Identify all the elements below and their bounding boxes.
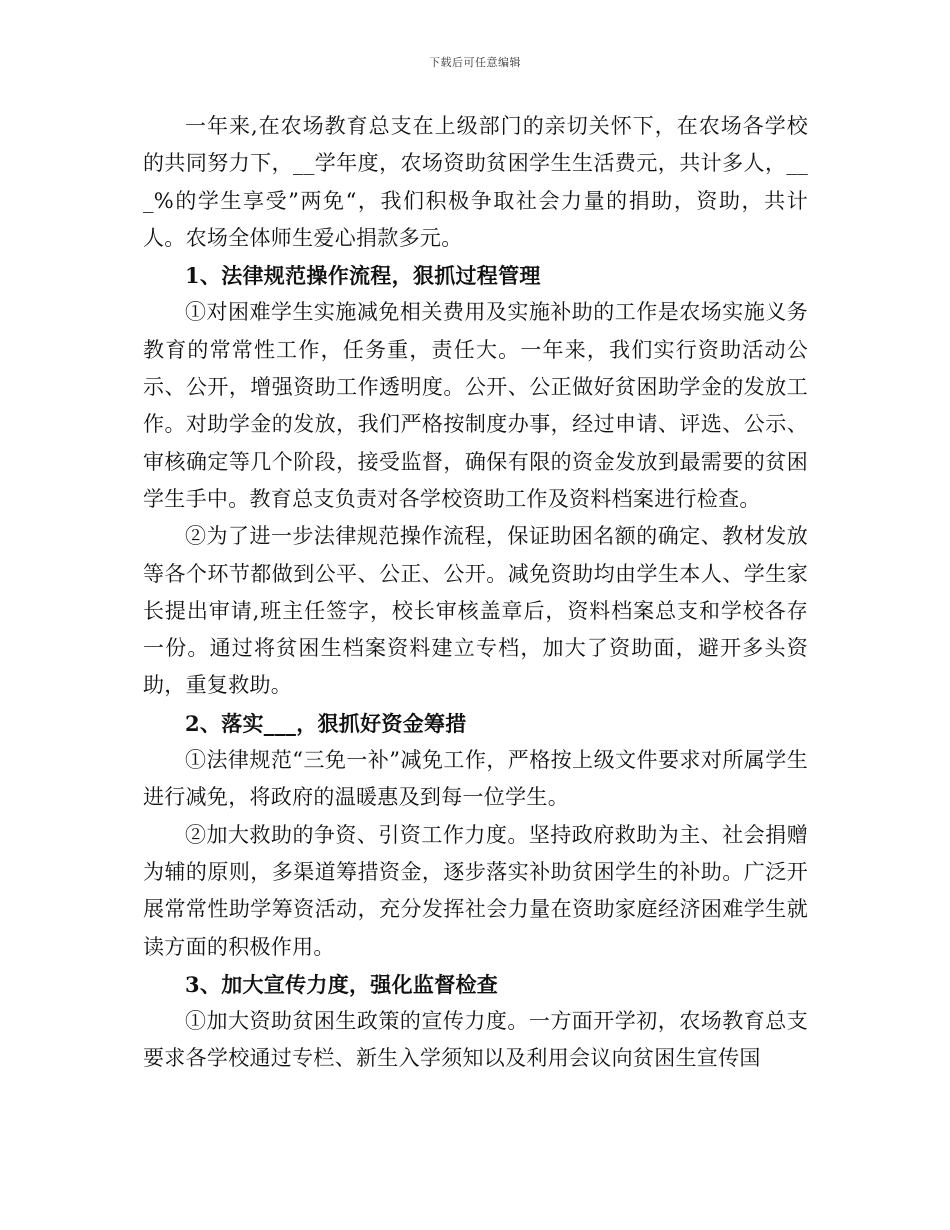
section-1-paragraph-1: ①对困难学生实施减免相关费用及实施补助的工作是农场实施义务教育的常常性工作，任务重，责任大。一年来，我们实行资助活动公示、公开，增强资助工作透明度。公开、公正做好贫困助学金的发放工作。对助学金的发放，我们严格按制度办事，经过申请、评选、公示、审核确定等几个阶段，接受监督，确保有限的资金发放到最需要的贫困学生手中。教育总支负责对各学校资助工作及资料档案进行检查。 — [143, 300, 808, 511]
section-1-heading: 1、法律规范操作流程，狠抓过程管理 — [185, 263, 541, 289]
section-2-paragraph-1: ①法律规范“三免一补”减免工作，严格按上级文件要求对所属学生进行减免，将政府的温暖惠及到每一位学生。 — [143, 748, 808, 810]
intro-paragraph: 一年来,在农场教育总支在上级部门的亲切关怀下，在农场各学校的共同努力下，__学年度，农场资助贫困学生生活费元，共计多人，___%的学生享受”两免“，我们积极争取社会力量的捐助，资助，共计人。农场全体师生爱心捐款多元。 — [143, 114, 808, 250]
section-1-paragraph-2: ②为了进一步法律规范操作流程，保证助困名额的确定、教材发放等各个环节都做到公平、公正、公开。减免资助均由学生本人、学生家长提出审请,班主任签字，校长审核盖章后，资料档案总支和学校各存一份。通过将贫困生档案资料建立专档，加大了资助面，避开多头资助，重复救助。 — [143, 524, 808, 698]
section-2-paragraph-2: ②加大救助的争资、引资工作力度。坚持政府救助为主、社会捐赠为辅的原则，多渠道筹措资金，逐步落实补助贫困学生的补助。广泛开展常常性助学筹资活动，充分发挥社会力量在资助家庭经济困难学生就读方面的积极作用。 — [143, 822, 808, 959]
section-3-heading: 3、加大宣传力度，强化监督检查 — [185, 971, 499, 997]
document-body — [143, 108, 808, 1078]
download-note: 下载后可任意编辑 — [429, 56, 521, 69]
section-2-heading: 2、落实___，狠抓好资金筹措 — [185, 710, 467, 736]
section-3-paragraph-1: ①加大资助贫困生政策的宣传力度。一方面开学初，农场教育总支要求各学校通过专栏、新生入学须知以及利用会议向贫困生宣传国 — [143, 1009, 808, 1071]
